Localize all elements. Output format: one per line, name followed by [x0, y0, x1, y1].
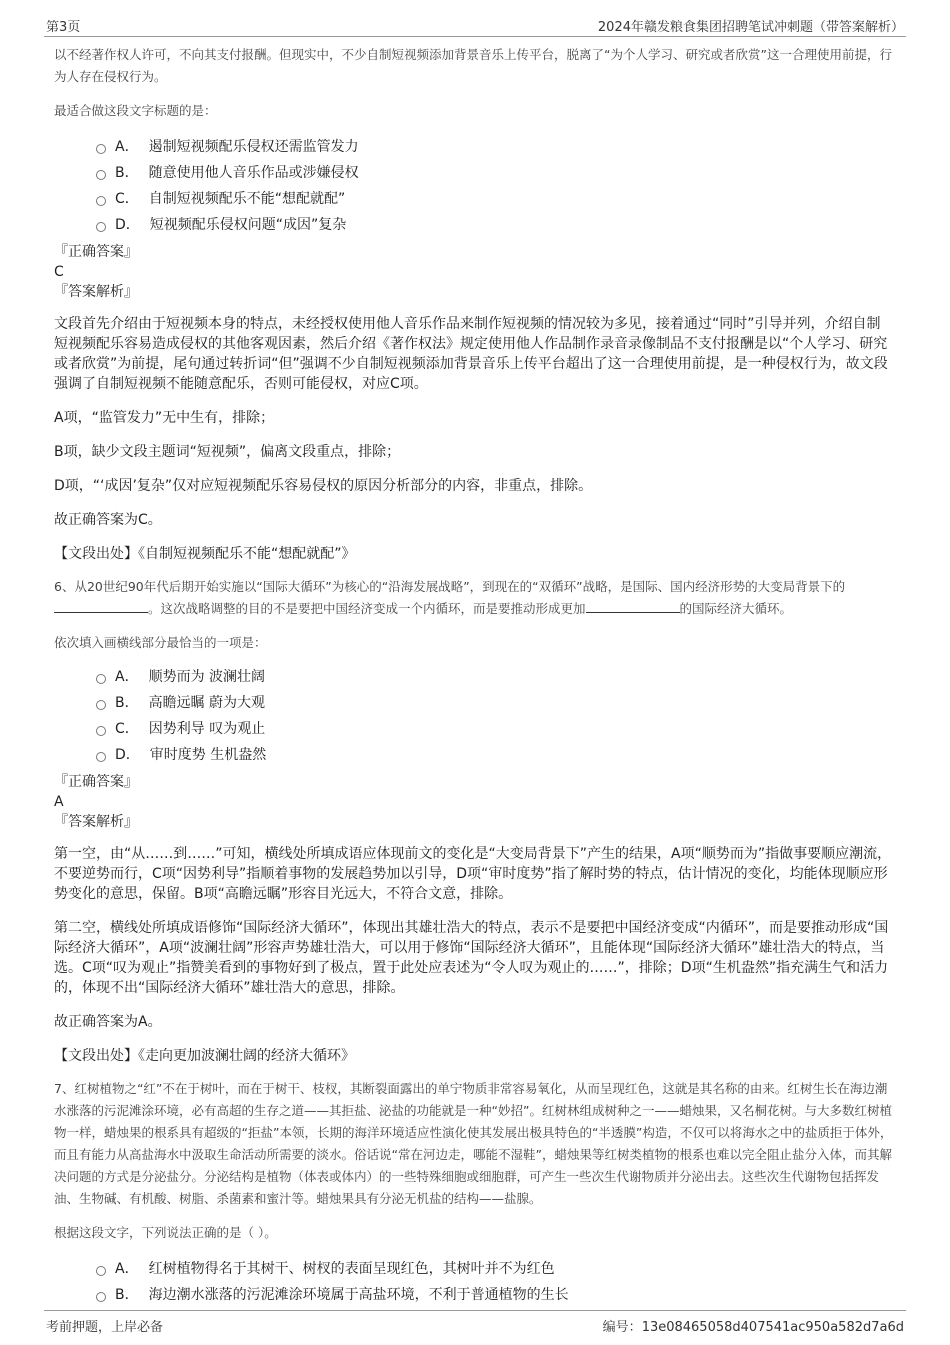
q5-analysis-a: A项，“监管发力”无中生有，排除； — [54, 410, 275, 426]
q6-source: 【文段出处】《走向更加波澜壮阔的经济大循环》 — [54, 1048, 355, 1064]
q5-option-d[interactable]: D． 短视频配乐侵权问题“成因”复杂 — [96, 212, 894, 238]
q5-conclusion: 故正确答案为C。 — [54, 512, 162, 528]
q6-answer-label: 『正确答案』 — [54, 774, 138, 790]
radio-icon[interactable] — [96, 726, 106, 736]
q5-answer: C — [54, 264, 64, 280]
q5-option-b[interactable]: B． 随意使用他人音乐作品或涉嫌侵权 — [96, 160, 894, 186]
document-title: 2024年赣发粮食集团招聘笔试冲刺题（带答案解析） — [597, 20, 904, 35]
q5-answer-label: 『正确答案』 — [54, 244, 138, 260]
page-footer — [44, 1310, 906, 1335]
q5-analysis-d: D项，“‘成因’复杂”仅对应短视频配乐容易侵权的原因分析部分的内容，非重点，排除。 — [54, 478, 593, 494]
radio-icon[interactable] — [96, 752, 106, 762]
q6-conclusion: 故正确答案为A。 — [54, 1014, 162, 1030]
q7-option-b[interactable]: B． 海边潮水涨落的污泥滩涂环境属于高盐环境，不利于普通植物的生长 — [96, 1282, 894, 1308]
q6-stem: 6、从20世纪90年代后期开始实施以“国际大循环”为核心的“沿海发展战略”，到现在的“双循环”战略，是国际、国内经济形势的大变局背景下的。这次战略调整的目的不是要把中国经济变成一个内循环，而是要推动形成更加 的国际经济大循环。 — [54, 579, 846, 616]
q6-analysis-blank2: 第二空，横线处所填成语修饰“国际经济大循环”，体现出其雄壮浩大的特点，表示不是要把中国经济变成“内循环”，而是要推动形成“国际经济大循环”，A项“波澜壮阔”形容声势雄壮浩大，可以用于修饰“国际经济大循环”，且能体现“国际经济大循环”雄壮浩大的特点，当选。C项“叹为观止”指赞美看到的事物好到了极点，置于此处应表述为“令人叹为观止的……”，排除；D项“生机盎然”指充满生气和活力的，体现不出“国际经济大循环”雄壮浩大的意思，排除。 — [54, 920, 889, 996]
footer-slogan: 考前押题，上岸必备 — [46, 1320, 164, 1335]
q6-prompt: 依次填入画横线部分最恰当的一项是： — [54, 635, 267, 650]
q6-blank-2 — [586, 600, 680, 613]
page-header — [44, 14, 906, 37]
q5-source: 【文段出处】《自制短视频配乐不能“想配就配”》 — [54, 546, 356, 562]
q6-answer: A — [54, 794, 64, 810]
q5-prompt: 最适合做这段文字标题的是： — [54, 103, 217, 118]
q6-option-a[interactable]: A． 顺势而为 波澜壮阔 — [96, 664, 894, 690]
q7-stem: 7、红树植物之“红”不在于树叶，而在于树干、枝杈，其断裂面露出的单宁物质非常容易氧化，从而呈现红色，这就是其名称的由来。红树生长在海边潮水涨落的污泥滩涂环境，必有高超的生存之道——其拒盐、泌盐的功能就是一种“妙招”。红树林组成树种之一——蜡烛果，又名桐花树。与大多数红树植物一样，蜡烛果的根系具有超级的“拒盐”本领，长期的海洋环境适应性演化使其发展出极具特色的“半透膜”构造，不仅可以将海水之中的盐质拒于体外，而且有能力从高盐海水中汲取生命活动所需要的淡水。俗话说“常在河边走，哪能不湿鞋”，蜡烛果等红树类植物的根系也难以完全阻止盐分入体，而其解决问题的方式是分泌盐分。分泌结构是植物（体表或体内）的一些特殊细胞或细胞群，可产生一些次生代谢物质并分泌出去。这些次生代谢物包括挥发油、生物碱、有机酸、树脂、杀菌素和蜜汁等。蜡烛果具有分泌无机盐的结构——盐腺。 — [54, 1081, 893, 1206]
q6-option-c[interactable]: C． 因势利导 叹为观止 — [96, 716, 894, 742]
page-number: 第3页 — [46, 20, 81, 35]
q6-option-b[interactable]: B． 高瞻远瞩 蔚为大观 — [96, 690, 894, 716]
q6-analysis-blank1: 第一空，由“从……到……”可知，横线处所填成语应体现前文的变化是“大变局背景下”产生的结果，A项“顺势而为”指做事要顺应潮流，不要逆势而行，C项“因势利导”指顺着事物的发展趋势加以引导，D项“审时度势”指了解时势的特点，估计情况的变化，均能体现顺应形势变化的意思，保留。B项“高瞻远瞩”形容目光远大，不符合文意，排除。 — [54, 846, 892, 902]
q5-options — [96, 134, 894, 238]
q6-analysis-label: 『答案解析』 — [54, 814, 138, 830]
q5-analysis-main: 文段首先介绍由于短视频本身的特点，未经授权使用他人音乐作品来制作短视频的情况较为多见，接着通过“同时”引导并列，介绍自制短视频配乐容易造成侵权的其他客观因素，然后介绍《著作权法》规定使用他人作品制作录音录像制品不支付报酬是以“个人学习、研究或者欣赏”为前提，尾句通过转折词“但”强调不少自制短视频添加背景音乐上传平台超出了这一合理使用前提，是一种侵权行为，故文段强调了自制短视频不能随意配乐，否则可能侵权，对应C项。 — [54, 316, 888, 392]
q6-blank-1 — [54, 600, 148, 613]
q5-analysis-label: 『答案解析』 — [54, 284, 138, 300]
radio-icon[interactable] — [96, 170, 106, 180]
q5-option-a[interactable]: A． 遏制短视频配乐侵权还需监管发力 — [96, 134, 894, 160]
q6-option-d[interactable]: D． 审时度势 生机盎然 — [96, 742, 894, 768]
q7-prompt: 根据这段文字，下列说法正确的是（ ）。 — [54, 1225, 277, 1240]
q7-options — [96, 1256, 894, 1308]
q5-option-c[interactable]: C． 自制短视频配乐不能“想配就配” — [96, 186, 894, 212]
q6-options — [96, 664, 894, 768]
radio-icon[interactable] — [96, 222, 106, 232]
q5-passage-tail: 以不经著作权人许可，不向其支付报酬。但现实中，不少自制短视频添加背景音乐上传平台，脱离了“为个人学习、研究或者欣赏”这一合理使用前提，行为人存在侵权行为。 — [54, 47, 892, 84]
q5-analysis-b: B项，缺少文段主题词“短视频”，偏离文段重点，排除； — [54, 444, 401, 460]
document-content — [54, 40, 894, 1308]
radio-icon[interactable] — [96, 1292, 106, 1302]
radio-icon[interactable] — [96, 196, 106, 206]
radio-icon[interactable] — [96, 144, 106, 154]
radio-icon[interactable] — [96, 1266, 106, 1276]
radio-icon[interactable] — [96, 674, 106, 684]
document-code: 编号：13e08465058d407541ac950a582d7a6d — [602, 1320, 904, 1335]
q7-option-a[interactable]: A． 红树植物得名于其树干、树杈的表面呈现红色，其树叶并不为红色 — [96, 1256, 894, 1282]
radio-icon[interactable] — [96, 700, 106, 710]
